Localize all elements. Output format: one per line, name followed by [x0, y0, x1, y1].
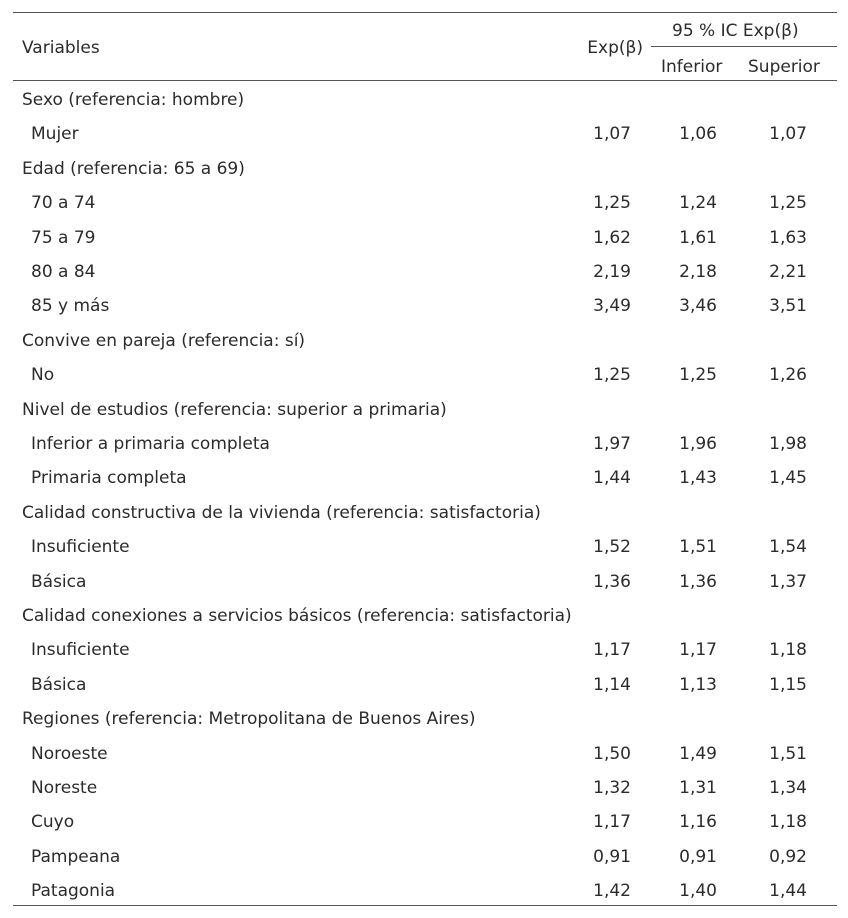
bottom-rule: [13, 905, 837, 906]
row-inferior: 1,43: [679, 468, 717, 488]
row-label: 80 a 84: [31, 262, 96, 282]
row-label: 70 a 74: [31, 193, 96, 213]
row-superior: 2,21: [769, 262, 807, 282]
group-label: Calidad constructiva de la vivienda (referencia: satisfactoria): [22, 503, 541, 523]
row-superior: 1,07: [769, 124, 807, 144]
row-exp: 1,14: [593, 675, 631, 695]
row-label: Noreste: [31, 778, 98, 798]
row-inferior: 1,49: [679, 744, 717, 764]
row-exp: 1,52: [593, 537, 631, 557]
row-superior: 1,37: [769, 572, 807, 592]
header-ic: 95 % IC Exp(β): [672, 21, 799, 41]
header-exp: Exp(β): [587, 38, 643, 58]
row-superior: 1,51: [769, 744, 807, 764]
row-inferior: 1,36: [679, 572, 717, 592]
row-superior: 1,45: [769, 468, 807, 488]
row-inferior: 1,40: [679, 881, 717, 901]
row-label: Insuficiente: [31, 537, 130, 557]
row-superior: 1,44: [769, 881, 807, 901]
row-exp: 2,19: [593, 262, 631, 282]
group-label: Regiones (referencia: Metropolitana de Buenos Aires): [22, 709, 476, 729]
ic-underline-rule: [651, 46, 837, 47]
row-label: Inferior a primaria completa: [31, 434, 270, 454]
row-label: Básica: [31, 675, 87, 695]
row-exp: 1,42: [593, 881, 631, 901]
row-superior: 1,63: [769, 228, 807, 248]
top-rule: [13, 12, 837, 13]
row-exp: 1,07: [593, 124, 631, 144]
row-superior: 1,54: [769, 537, 807, 557]
row-exp: 1,50: [593, 744, 631, 764]
row-exp: 1,17: [593, 640, 631, 660]
row-exp: 0,91: [593, 847, 631, 867]
group-label: Calidad conexiones a servicios básicos (referencia: satisfactoria): [22, 606, 572, 626]
row-superior: 1,15: [769, 675, 807, 695]
row-superior: 1,26: [769, 365, 807, 385]
row-label: No: [31, 365, 55, 385]
row-superior: 1,18: [769, 812, 807, 832]
row-exp: 1,25: [593, 365, 631, 385]
row-exp: 1,97: [593, 434, 631, 454]
header-rule: [13, 80, 837, 81]
row-inferior: 1,96: [679, 434, 717, 454]
row-inferior: 1,17: [679, 640, 717, 660]
row-inferior: 1,13: [679, 675, 717, 695]
row-label: 75 a 79: [31, 228, 96, 248]
row-label: Pampeana: [31, 847, 121, 867]
row-inferior: 1,61: [679, 228, 717, 248]
row-exp: 1,36: [593, 572, 631, 592]
header-superior: Superior: [748, 57, 820, 77]
group-label: Edad (referencia: 65 a 69): [22, 159, 245, 179]
header-variables: Variables: [22, 38, 100, 58]
group-label: Convive en pareja (referencia: sí): [22, 331, 306, 351]
row-inferior: 1,24: [679, 193, 717, 213]
row-inferior: 1,25: [679, 365, 717, 385]
row-inferior: 1,31: [679, 778, 717, 798]
row-label: Mujer: [31, 124, 79, 144]
row-label: Patagonia: [31, 881, 116, 901]
row-label: Básica: [31, 572, 87, 592]
row-inferior: 1,16: [679, 812, 717, 832]
row-superior: 0,92: [769, 847, 807, 867]
row-exp: 1,62: [593, 228, 631, 248]
row-superior: 3,51: [769, 296, 807, 316]
row-superior: 1,18: [769, 640, 807, 660]
row-label: Primaria completa: [31, 468, 187, 488]
row-exp: 3,49: [593, 296, 631, 316]
row-inferior: 1,06: [679, 124, 717, 144]
row-label: Insuficiente: [31, 640, 130, 660]
row-label: 85 y más: [31, 296, 110, 316]
row-inferior: 0,91: [679, 847, 717, 867]
row-exp: 1,25: [593, 193, 631, 213]
group-label: Sexo (referencia: hombre): [22, 90, 245, 110]
group-label: Nivel de estudios (referencia: superior a primaria): [22, 400, 447, 420]
row-label: Noroeste: [31, 744, 108, 764]
row-label: Cuyo: [31, 812, 75, 832]
row-superior: 1,25: [769, 193, 807, 213]
row-superior: 1,98: [769, 434, 807, 454]
row-inferior: 1,51: [679, 537, 717, 557]
row-superior: 1,34: [769, 778, 807, 798]
row-exp: 1,44: [593, 468, 631, 488]
row-exp: 1,17: [593, 812, 631, 832]
row-inferior: 2,18: [679, 262, 717, 282]
row-inferior: 3,46: [679, 296, 717, 316]
header-inferior: Inferior: [661, 57, 723, 77]
row-exp: 1,32: [593, 778, 631, 798]
